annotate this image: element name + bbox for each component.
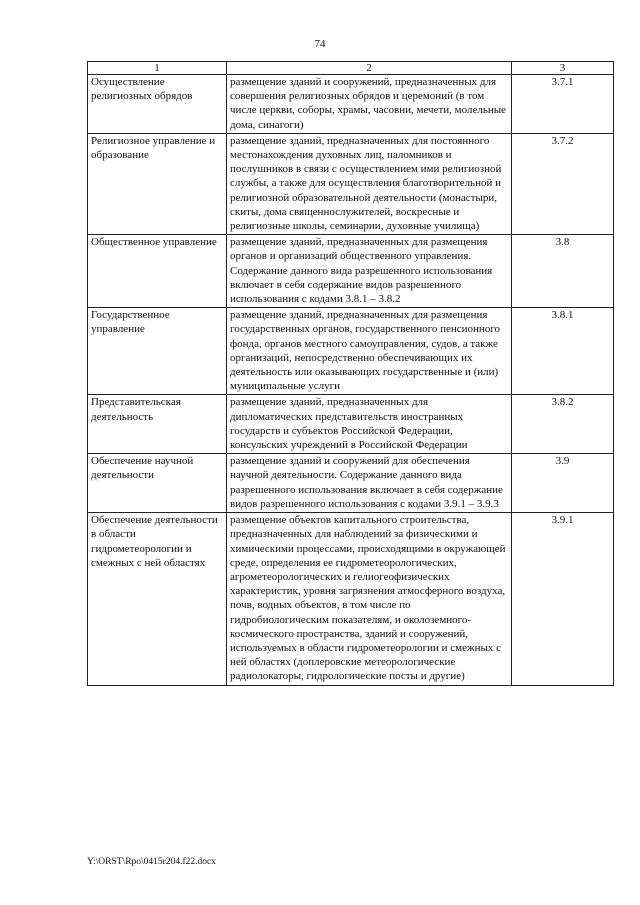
use-description: размещение зданий, предназначенных для размещения органов и организаций общественного управления. Содержание данного вида разрешенного использования включает в себя содержание видов разрешенного использования с кодами 3.8.1 – 3.8.2 bbox=[227, 235, 512, 308]
use-code: 3.9.1 bbox=[512, 513, 614, 685]
use-description: размещение объектов капитального строительства, предназначенных для наблюдений за физическими и химическими процессами, происходящими в окружающей среде, определения ее гидрометеорологических, агрометеорологических и гелиогеофизических характеристик, уровня загрязнения атмосферного воздуха, почв, водных объектов, в том числе по гидробиологическим показателям, и околоземного-космического пространства, зданий и сооружений, используемых в области гидрометеорологии и смежных с ней областях (доплеровские метеорологические радиолокаторы, гидрологические посты и другие) bbox=[227, 513, 512, 685]
use-name: Обеспечение деятельности в области гидрометеорологии и смежных с ней областях bbox=[88, 513, 227, 685]
use-code: 3.9 bbox=[512, 454, 614, 513]
table-row bbox=[88, 75, 614, 134]
table-row bbox=[88, 454, 614, 513]
column-header-3: 3 bbox=[512, 62, 614, 75]
use-name: Обеспечение научной деятельности bbox=[88, 454, 227, 513]
use-description: размещение зданий, предназначенных для дипломатических представительств иностранных государств и субъектов Российской Федерации, консульских учреждений в Российской Федерации bbox=[227, 395, 512, 454]
table-row bbox=[88, 513, 614, 685]
document-file-path: Y:\ORST\Rpo\0415r204.f22.docx bbox=[87, 857, 216, 867]
table-row bbox=[88, 395, 614, 454]
column-header-2: 2 bbox=[227, 62, 512, 75]
use-name: Государственное управление bbox=[88, 308, 227, 395]
use-description: размещение зданий, предназначенных для постоянного местонахождения духовных лиц, паломников и послушников в связи с осуществлением ими религиозной службы, а также для осуществления благотворительной и религиозной образовательной деятельности (монастыри, скиты, дома священнослужителей, воскресные и религиозные школы, семинарии, духовные училища) bbox=[227, 133, 512, 234]
use-code: 3.8.2 bbox=[512, 395, 614, 454]
use-name: Представительская деятельность bbox=[88, 395, 227, 454]
use-description: размещение зданий и сооружений, предназначенных для совершения религиозных обрядов и церемоний (в том числе церкви, соборы, храмы, часовни, мечети, молельные дома, синагоги) bbox=[227, 75, 512, 134]
use-code: 3.8.1 bbox=[512, 308, 614, 395]
column-header-1: 1 bbox=[88, 62, 227, 75]
use-code: 3.7.2 bbox=[512, 133, 614, 234]
use-description: размещение зданий и сооружений для обеспечения научной деятельности. Содержание данного вида разрешенного использования включает в себя содержание видов разрешенного использования с кодами 3.9.1 – 3.9.3 bbox=[227, 454, 512, 513]
table-row bbox=[88, 133, 614, 234]
use-code: 3.8 bbox=[512, 235, 614, 308]
table-row bbox=[88, 308, 614, 395]
use-description: размещение зданий, предназначенных для размещения государственных органов, государственного пенсионного фонда, органов местного самоуправления, судов, а также организаций, непосредственно обеспечивающих их деятельность или оказывающих государственные и (или) муниципальные услуги bbox=[227, 308, 512, 395]
table-header-row bbox=[88, 62, 614, 75]
land-use-table bbox=[87, 61, 614, 686]
use-name: Общественное управление bbox=[88, 235, 227, 308]
use-code: 3.7.1 bbox=[512, 75, 614, 134]
page-number: 74 bbox=[314, 38, 326, 50]
use-name: Осуществление религиозных обрядов bbox=[88, 75, 227, 134]
use-name: Религиозное управление и образование bbox=[88, 133, 227, 234]
table-row bbox=[88, 235, 614, 308]
